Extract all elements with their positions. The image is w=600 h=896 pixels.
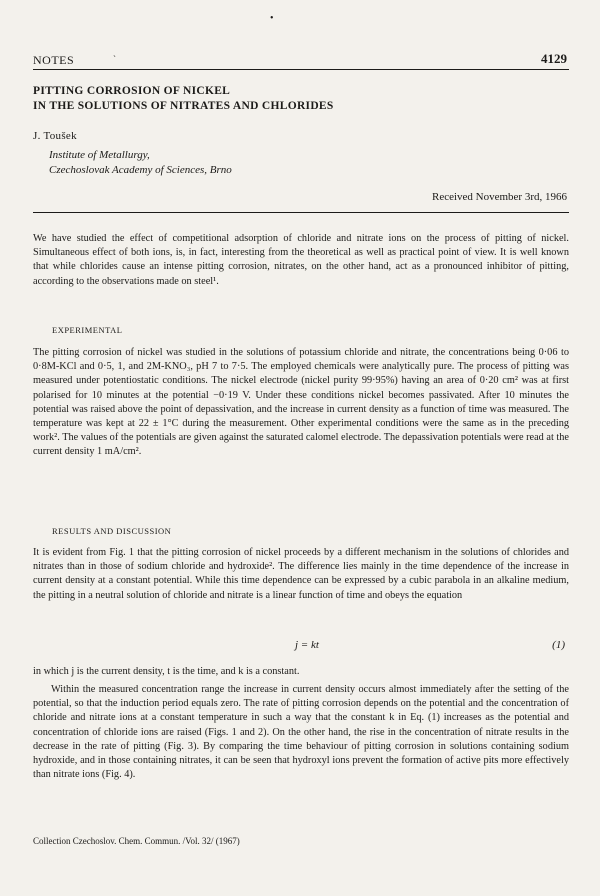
- scan-mark: `: [113, 54, 116, 64]
- title-line-1: PITTING CORROSION OF NICKEL: [33, 85, 231, 97]
- affiliation-line-2: Czechoslovak Academy of Sciences, Brno: [49, 163, 232, 176]
- header-rule: [33, 69, 569, 70]
- received-date: Received November 3rd, 1966: [431, 191, 567, 203]
- received-rule: [33, 212, 569, 213]
- intro-paragraph: We have studied the effect of competitional adsorption of chloride and nitrate ions on the process of pitting of nickel. Simultaneous effect of both ions, is, in fact, interesting from the theoretical as well as practical point of view. It is well known that while chlorides cause an intense pitting corrosion, nitrates, on the other hand, act as a pronounced inhibitor of pitting, according to the observations made on steel¹.: [33, 233, 569, 287]
- final-paragraph: Within the measured concentration range the increase in current density occurs almost immediately after the setting of the potential, so that the induction period equals zero. The rate of pitting corrosion depends on the potential and the concentration of chloride and nitrate ions at a constant temperature in such a way that the constant k in Eq. (1) increases as the potential and concentration of chloride ions are raised (Figs. 1 and 2). On the other hand, the rise in the concentration of nitrate results in the decrease in the rate of pitting (Fig. 3). By comparing the time behaviour of pitting corrosion in solutions containing sodium hydroxide, and in those containing nitrates, it can be seen that hydroxyl ions prevent the formation of active pits more effectively than nitrate ions (Fig. 4).: [33, 684, 569, 781]
- affiliation-line-1: Institute of Metallurgy,: [49, 149, 150, 161]
- section-heading-experimental: EXPERIMENTAL: [52, 325, 123, 335]
- running-header-section: NOTES: [33, 53, 75, 67]
- scan-mark: •: [270, 13, 274, 24]
- affiliation: [49, 148, 232, 177]
- results-paragraph: It is evident from Fig. 1 that the pitting corrosion of nickel proceeds by a different mechanism in the solutions of chlorides and nitrates than in those of sodium chloride and hydroxide². The difference lies mainly in the time dependence of the increase in current density at a constant potential. While this time dependence can be expressed by a cubic parabola in an alkaline medium, the pitting in a neutral solution of chloride and nitrate is a linear function of time and obeys the equation: [33, 547, 569, 601]
- author-name: J. Toušek: [33, 130, 77, 142]
- equation-explanation: in which j is the current density, t is the time, and k is a constant.: [33, 666, 300, 677]
- article-title: [33, 84, 334, 114]
- equation-expression: j = kt: [295, 639, 319, 651]
- page-number: 4129: [541, 51, 567, 66]
- title-line-2: IN THE SOLUTIONS OF NITRATES AND CHLORIDES: [33, 100, 334, 112]
- section-heading-results: RESULTS AND DISCUSSION: [52, 526, 172, 536]
- footer-citation: Collection Czechoslov. Chem. Commun. /Vol. 32/ (1967): [33, 836, 240, 846]
- equation-number: (1): [552, 639, 565, 651]
- experimental-paragraph: The pitting corrosion of nickel was studied in the solutions of potassium chloride and nitrate, the concentrations being 0·06 to 0·8M-KCl and 0·5, 1, and 2M-KNO₃, pH 7 to 7·5. The employed chemicals were analytically pure. The process of pitting was measured under potentiostatic conditions. The nickel electrode (nickel purity 99·95%) having an area of 0·20 cm² was at first polarised for 10 minutes at the potential −0·19 V. Under these conditions nickel becomes passivated. After 10 minutes the potential was raised above the point of depassivation, and the increase in current density as a function of time was measured. The temperature was kept at 22 ± 1°C during the measurement. Other experimental conditions were the same as in the preceding work². The values of the potentials are given against the saturated calomel electrode. The depassivation potentials were read at the current density 1 mA/cm².: [33, 347, 569, 458]
